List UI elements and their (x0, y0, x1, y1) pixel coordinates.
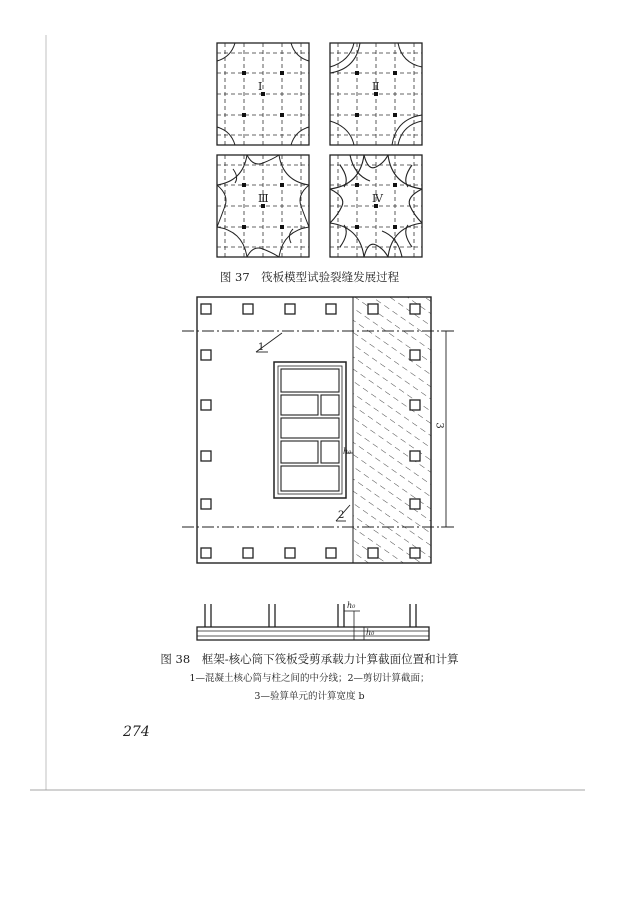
fig37-panel-1-label: Ⅰ (258, 80, 263, 93)
fig38-h0-section-a: h₀ (347, 601, 356, 610)
fig37-panel-4 (330, 155, 422, 257)
fig38-callout-3: 3 (433, 422, 445, 429)
core-tube (274, 362, 346, 498)
fig38-h0-section-b: h₀ (366, 628, 375, 637)
fig38-callout-1: 1 (258, 342, 265, 353)
fig37-panel-2-label: Ⅱ (372, 80, 380, 93)
fig37-panel-3 (217, 155, 309, 257)
fig37-panel-4-label: Ⅳ (372, 192, 383, 205)
hatched-calc-strip (353, 297, 431, 563)
fig37-panel-2 (330, 43, 422, 145)
fig37-panel-3-label: Ⅲ (258, 192, 269, 205)
fig38-legend-line-2: 3—验算单元的计算宽度 b (254, 691, 365, 702)
page-number: 274 (123, 724, 150, 740)
fig38-h0-plan: h₀ (343, 447, 352, 456)
fig37-caption: 图 37 筏板模型试验裂缝发展过程 (219, 270, 400, 284)
fig37-panel-1 (217, 43, 309, 145)
fig38-caption: 图 38 框架-核心筒下筏板受剪承载力计算截面位置和计算 (160, 652, 459, 666)
fig38-plan (182, 297, 456, 563)
fig38-callout-2: 2 (338, 510, 345, 521)
fig38-legend-line-1: 1—混凝土核心筒与柱之间的中分线；2—剪切计算截面； (189, 673, 430, 684)
fig38-section (197, 604, 429, 640)
